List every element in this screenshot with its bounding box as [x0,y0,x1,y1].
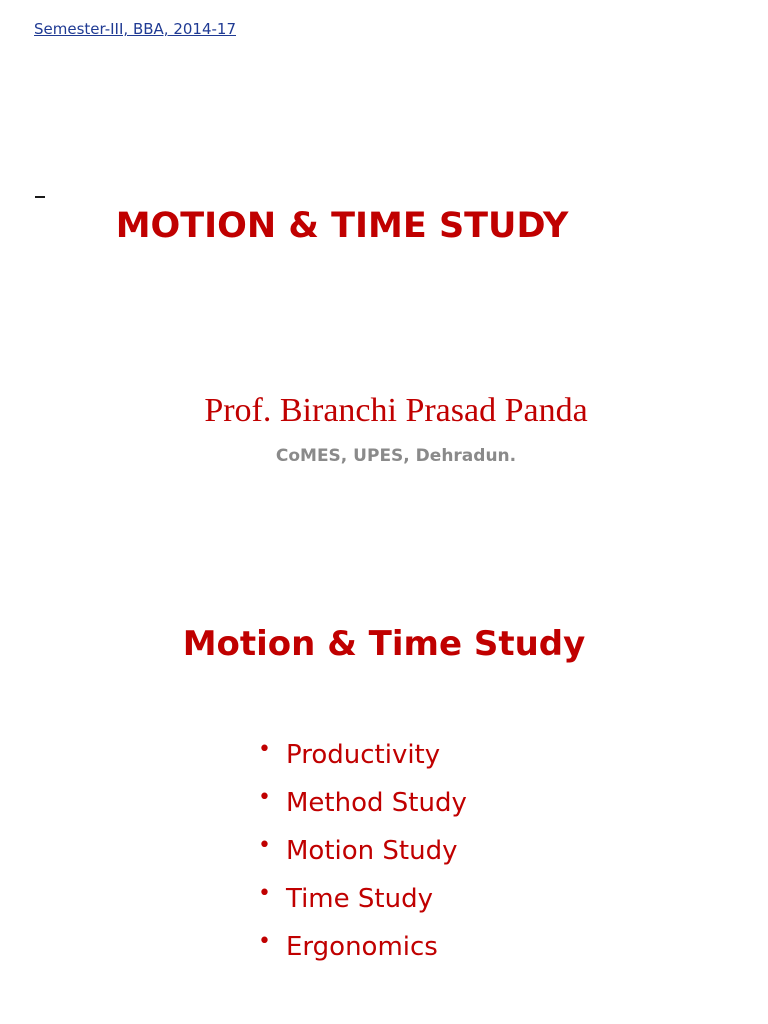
topic-label: Time Study [286,884,433,914]
topic-item-ergonomics [258,927,467,975]
topic-label: Method Study [286,788,467,818]
slide-title: MOTION & TIME STUDY [115,206,569,246]
topic-item-productivity [258,735,467,783]
section-title: Motion & Time Study [182,624,586,664]
topic-label: Ergonomics [286,932,438,962]
author-name: Prof. Biranchi Prasad Panda [204,392,588,429]
bullet-icon: • [258,929,271,954]
author-affiliation: CoMES, UPES, Dehradun. [275,446,517,466]
bullet-icon: • [258,737,271,762]
topic-item-time-study [258,879,467,927]
topic-label: Motion Study [286,836,458,866]
bullet-icon: • [258,881,271,906]
topic-item-motion-study [258,831,467,879]
bullet-icon: • [258,833,271,858]
topic-list [258,735,467,975]
course-header-link[interactable]: Semester-III, BBA, 2014-17 [34,20,236,38]
topic-item-method-study [258,783,467,831]
dash-mark [35,196,45,198]
topic-label: Productivity [286,740,441,770]
bullet-icon: • [258,785,271,810]
